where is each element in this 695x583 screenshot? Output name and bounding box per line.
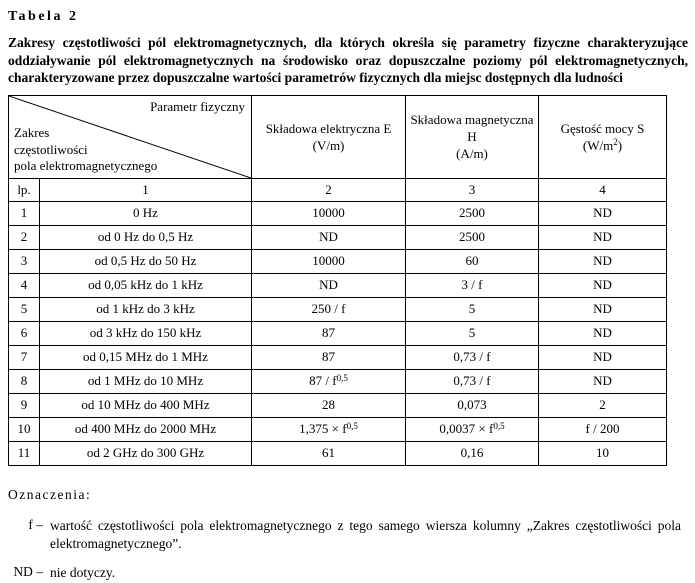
cell-frequency-range: od 0,5 Hz do 50 Hz <box>40 249 252 273</box>
cell-row-number: 10 <box>9 417 40 441</box>
cell-magnetic-component-value: 0,16 <box>406 441 539 465</box>
table-row <box>9 417 667 441</box>
cell-frequency-range: od 3 kHz do 150 kHz <box>40 321 252 345</box>
cell-electric-component-value: 87 <box>252 321 406 345</box>
legend-heading: Oznaczenia: <box>8 486 92 502</box>
table-row <box>9 393 667 417</box>
number-cell-lp: lp. <box>9 178 40 201</box>
cell-row-number: 4 <box>9 273 40 297</box>
cell-electric-component-value: 10000 <box>252 249 406 273</box>
table-row <box>9 249 667 273</box>
legend-item-nd <box>8 564 681 582</box>
cell-frequency-range: od 2 GHz do 300 GHz <box>40 441 252 465</box>
legend-section <box>8 487 681 582</box>
corner-header-cell <box>9 95 252 178</box>
cell-magnetic-component-value: 0,073 <box>406 393 539 417</box>
cell-row-number: 6 <box>9 321 40 345</box>
cell-power-density-value: ND <box>539 321 667 345</box>
cell-power-density-value: ND <box>539 369 667 393</box>
legend-item-f <box>8 517 681 553</box>
em-table-body <box>9 201 667 465</box>
corner-bottom-line-2: częstotliwości <box>14 141 88 157</box>
cell-row-number: 7 <box>9 345 40 369</box>
cell-row-number: 11 <box>9 441 40 465</box>
em-limits-table <box>8 95 667 466</box>
cell-magnetic-component-value: 5 <box>406 297 539 321</box>
cell-power-density-value: 10 <box>539 441 667 465</box>
column-number-row <box>9 178 667 201</box>
cell-electric-component-value: 10000 <box>252 201 406 225</box>
cell-power-density-value: ND <box>539 201 667 225</box>
intro-paragraph: Zakresy częstotliwości pól elektromagnetycznych, dla których określa się parametry fizyczne charakteryzujące oddziaływanie pól elektromagnetycznych na środowisko oraz dopuszczalne poziomy pól elektromagnetycznych, charakteryzowane przez dopuszczalne wartości parametrów fizycznych dla miejsc dostępnych dla ludności <box>8 35 688 85</box>
cell-magnetic-component-value: 2500 <box>406 225 539 249</box>
number-cell-1: 1 <box>40 178 252 201</box>
number-cell-3: 3 <box>406 178 539 201</box>
table-row <box>9 441 667 465</box>
cell-frequency-range: od 1 kHz do 3 kHz <box>40 297 252 321</box>
cell-row-number: 1 <box>9 201 40 225</box>
legend-text-nd: nie dotyczy. <box>50 564 116 580</box>
col-header-magnetic-unit: (A/m) <box>456 146 488 161</box>
cell-magnetic-component-value: 0,73 / f <box>406 369 539 393</box>
table-row <box>9 297 667 321</box>
col-header-electric-unit: (V/m) <box>312 137 345 153</box>
cell-magnetic-component-value: $0,0037 \times f^{0,5}$ <box>406 417 539 441</box>
cell-frequency-range: od 10 MHz do 400 MHz <box>40 393 252 417</box>
table-row <box>9 369 667 393</box>
cell-electric-component-value: ND <box>252 273 406 297</box>
table-row <box>9 225 667 249</box>
cell-electric-component-value: $1,375 \times f^{0,5}$ <box>252 417 406 441</box>
legend-symbol-f: f – <box>28 516 43 532</box>
cell-row-number: 8 <box>9 369 40 393</box>
cell-power-density-value: f / 200 <box>539 417 667 441</box>
col-header-magnetic-component <box>406 95 539 178</box>
corner-bottom-line-3: pola elektromagnetycznego <box>14 158 158 173</box>
table-header-row <box>9 95 667 178</box>
col-header-electric-label: Składowa elektryczna E <box>265 120 392 136</box>
cell-row-number: 2 <box>9 225 40 249</box>
cell-power-density-value: 2 <box>539 393 667 417</box>
cell-power-density-value: ND <box>539 273 667 297</box>
cell-power-density-value: ND <box>539 297 667 321</box>
col-header-power-density <box>539 95 667 178</box>
cell-electric-component-value: 250 / f <box>252 297 406 321</box>
cell-magnetic-component-value: 2500 <box>406 201 539 225</box>
cell-power-density-value: ND <box>539 225 667 249</box>
cell-magnetic-component-value: 60 <box>406 249 539 273</box>
col-header-power-density-label: Gęstość mocy S <box>560 120 645 136</box>
cell-electric-component-value: $87 / f^{0,5}$ <box>252 369 406 393</box>
col-header-electric-component <box>252 95 406 178</box>
table-row <box>9 321 667 345</box>
corner-top-label: Parametr fizyczny <box>150 98 245 114</box>
col-header-power-density-unit: $(W/m^2)$ <box>582 137 623 153</box>
legend-symbol-nd: ND – <box>13 563 43 579</box>
cell-magnetic-component-value: 5 <box>406 321 539 345</box>
cell-frequency-range: od 400 MHz do 2000 MHz <box>40 417 252 441</box>
cell-magnetic-component-value: 3 / f <box>406 273 539 297</box>
cell-magnetic-component-value: 0,73 / f <box>406 345 539 369</box>
legend-text-f: wartość częstotliwości pola elektromagnetycznego z tego samego wiersza kolumny „Zakres częstotliwości pola elektromagnetycznego”. <box>50 517 681 551</box>
cell-electric-component-value: 61 <box>252 441 406 465</box>
cell-frequency-range: od 0,15 MHz do 1 MHz <box>40 345 252 369</box>
cell-power-density-value: ND <box>539 345 667 369</box>
corner-bottom-line-1: Zakres <box>14 125 50 140</box>
number-cell-2: 2 <box>252 178 406 201</box>
table-row <box>9 273 667 297</box>
cell-row-number: 3 <box>9 249 40 273</box>
cell-row-number: 9 <box>9 393 40 417</box>
table-title: Tabela 2 <box>8 9 79 24</box>
cell-frequency-range: od 1 MHz do 10 MHz <box>40 369 252 393</box>
corner-bottom-label <box>14 125 157 175</box>
cell-electric-component-value: ND <box>252 225 406 249</box>
cell-frequency-range: 0 Hz <box>40 201 252 225</box>
table-row <box>9 345 667 369</box>
cell-frequency-range: od 0,05 kHz do 1 kHz <box>40 273 252 297</box>
cell-row-number: 5 <box>9 297 40 321</box>
number-cell-4: 4 <box>539 178 667 201</box>
cell-electric-component-value: 28 <box>252 393 406 417</box>
cell-electric-component-value: 87 <box>252 345 406 369</box>
cell-frequency-range: od 0 Hz do 0,5 Hz <box>40 225 252 249</box>
col-header-magnetic-label: Składowa magnetyczna H <box>410 112 534 144</box>
cell-power-density-value: ND <box>539 249 667 273</box>
table-row <box>9 201 667 225</box>
